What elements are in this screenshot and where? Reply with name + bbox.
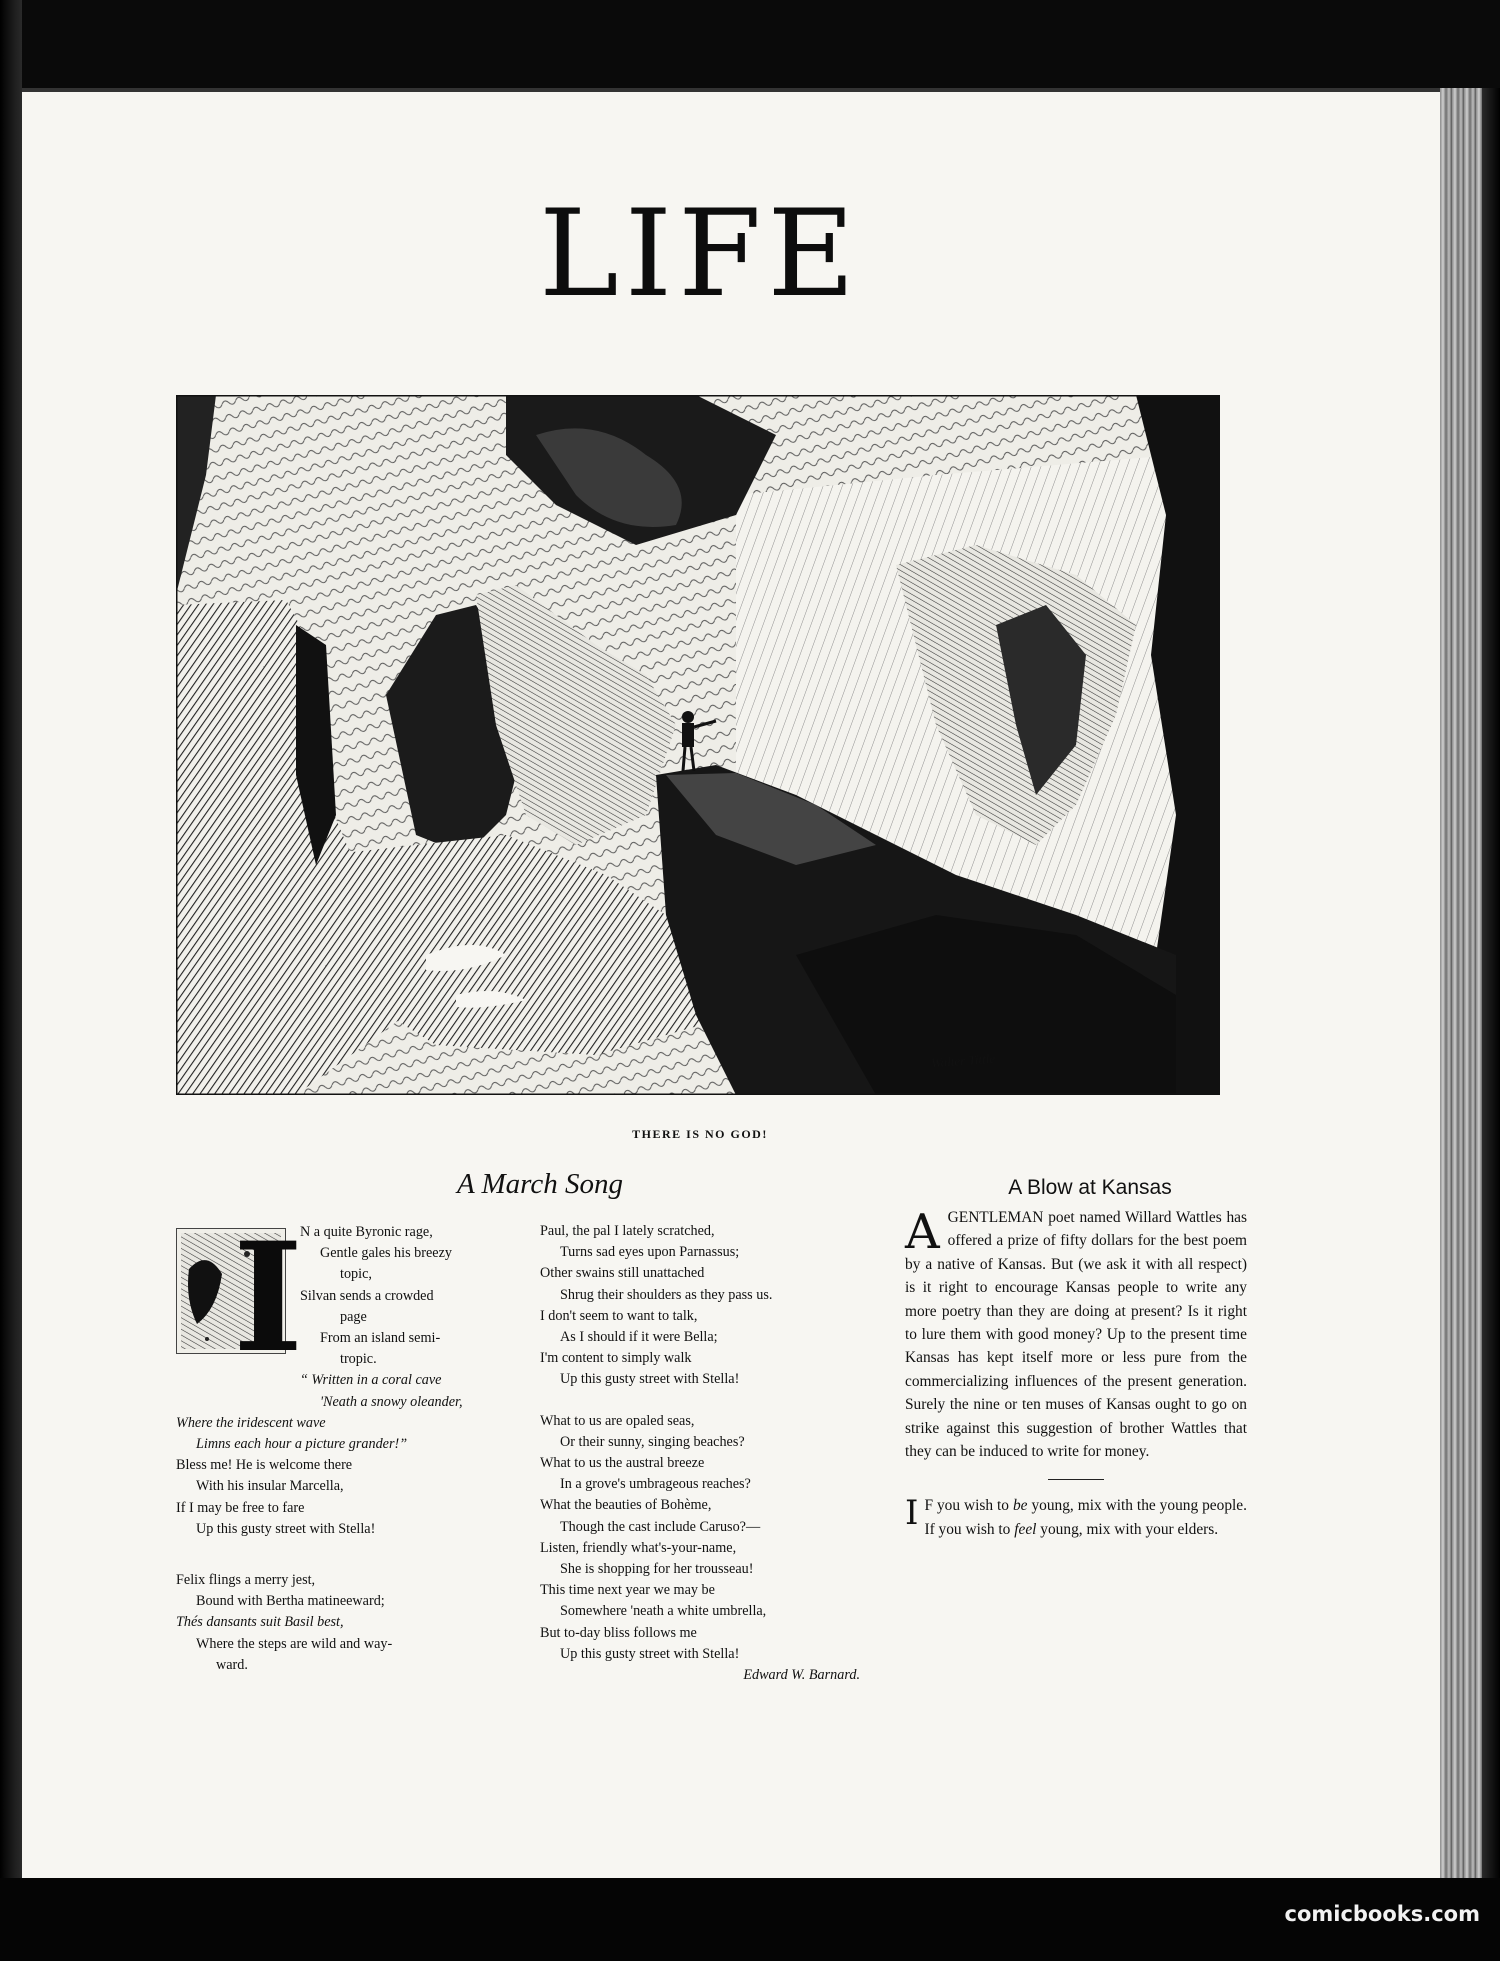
poem-line: Somewhere 'neath a white umbrella, bbox=[560, 1603, 767, 1620]
poem-line: Gentle gales his breezy bbox=[320, 1245, 452, 1262]
poem-line: But to-day bliss follows me bbox=[540, 1624, 697, 1641]
poem-line: Silvan sends a crowded bbox=[300, 1287, 434, 1304]
poem-title: A March Song bbox=[457, 1168, 623, 1200]
canyon-drawing bbox=[176, 395, 1220, 1095]
poem-line: If I may be free to fare bbox=[176, 1499, 305, 1516]
essay-initial-a: A bbox=[905, 1204, 940, 1260]
poem-author-signature: Edward W. Barnard. bbox=[743, 1667, 860, 1684]
poem-line: Turns sad eyes upon Parnassus; bbox=[560, 1244, 740, 1261]
essay-p2-text-c: young, mix with your elders. bbox=[1036, 1520, 1219, 1538]
poem-line: Bound with Bertha matineeward; bbox=[196, 1593, 385, 1610]
poem-line: Up this gusty street with Stella! bbox=[560, 1645, 740, 1662]
poem-line: Felix flings a merry jest, bbox=[176, 1572, 316, 1589]
essay-column bbox=[905, 1206, 1247, 1541]
section-divider bbox=[1048, 1479, 1104, 1480]
poem-line: Thés dansants suit Basil best, bbox=[176, 1614, 344, 1631]
poem-line: ward. bbox=[216, 1656, 248, 1673]
essay-p2-emphasis-be: be bbox=[1012, 1497, 1028, 1515]
scan-left-edge bbox=[0, 0, 22, 1961]
poem-line: 'Neath a snowy oleander, bbox=[320, 1393, 463, 1410]
cartoon-illustration bbox=[176, 395, 1220, 1095]
poem-line: What to us are opaled seas, bbox=[540, 1412, 695, 1429]
poem-line: page bbox=[340, 1308, 367, 1325]
poem-line: Or their sunny, singing beaches? bbox=[560, 1433, 745, 1450]
ornamental-drop-cap bbox=[176, 1210, 304, 1386]
poem-line: topic, bbox=[340, 1266, 372, 1283]
poem-line: Paul, the pal I lately scratched, bbox=[540, 1223, 715, 1239]
poem-line: As I should if it were Bella; bbox=[560, 1329, 718, 1346]
illustration-caption: THERE IS NO GOD! bbox=[632, 1127, 768, 1141]
poem-line: From an island semi- bbox=[320, 1330, 441, 1347]
poem-line: Where the steps are wild and way- bbox=[196, 1635, 393, 1652]
poem-column-2 bbox=[540, 1221, 866, 1686]
poem-line: I'm content to simply walk bbox=[540, 1350, 692, 1367]
essay-p2-emphasis-feel: feel bbox=[1014, 1520, 1037, 1538]
poem-lines-col2 bbox=[540, 1221, 866, 1686]
poem-line: What to us the austral breeze bbox=[540, 1455, 705, 1472]
essay-p2-text-b: young, mix with the young people. If you wish to bbox=[924, 1497, 1247, 1538]
poem-line: Where the iridescent wave bbox=[176, 1414, 326, 1431]
poem-line: This time next year we may be bbox=[540, 1582, 715, 1599]
poem-line: N a quite Byronic rage, bbox=[300, 1224, 433, 1240]
poem-line: Up this gusty street with Stella! bbox=[560, 1371, 740, 1388]
poem-line: Bless me! He is welcome there bbox=[176, 1457, 353, 1474]
essay-paragraph-1-text: GENTLEMAN poet named Willard Wattles has offered a prize of fifty dollars for the best poem by a native of Kansas. But (we ask it with all respect) is it right to encourage Kansas people to write any more poetry than they are doing at present? Is it right to lure them with good money? Up to the present time Kansas has kept itself more or less pure from the commercializing influences of the present generation. Surely the nine or ten muses of Kansas ought to go on strike against this suggestion of brother Wattles that they can be induced to write for money. bbox=[905, 1209, 1247, 1461]
artist-signature: Walter Tittle bbox=[930, 1050, 996, 1071]
poem-line: tropic. bbox=[340, 1351, 377, 1368]
poem-column-1 bbox=[176, 1210, 516, 1676]
essay-p2-text-a: F you wish to bbox=[924, 1497, 1013, 1515]
essay-paragraph-1 bbox=[905, 1206, 1247, 1463]
poem-line: Up this gusty street with Stella! bbox=[196, 1520, 376, 1537]
essay-title: A Blow at Kansas bbox=[1008, 1176, 1172, 1199]
poem-line: What the beauties of Bohème, bbox=[540, 1497, 712, 1514]
stanza-break bbox=[540, 1391, 866, 1411]
masthead-title: LIFE bbox=[539, 185, 861, 324]
poem-line: Limns each hour a picture grander!” bbox=[196, 1436, 408, 1453]
essay-paragraph-2 bbox=[905, 1494, 1247, 1541]
poem-line: She is shopping for her trousseau! bbox=[560, 1561, 754, 1578]
poem-line: With his insular Marcella, bbox=[196, 1478, 344, 1495]
poem-line: Listen, friendly what's-your-name, bbox=[540, 1539, 737, 1556]
site-watermark: comicbooks.com bbox=[1284, 1902, 1480, 1926]
poem-line: I don't seem to want to talk, bbox=[540, 1307, 698, 1324]
poem-line: Though the cast include Caruso?— bbox=[560, 1518, 761, 1535]
poem-line: In a grove's umbrageous reaches? bbox=[560, 1476, 751, 1493]
poem-line: Shrug their shoulders as they pass us. bbox=[560, 1286, 773, 1303]
drop-cap-letter: I bbox=[233, 1210, 304, 1386]
poem-line: “ Written in a coral cave bbox=[300, 1372, 442, 1389]
page-binding-edge bbox=[1440, 88, 1500, 1878]
poem-line: Other swains still unattached bbox=[540, 1265, 705, 1282]
essay-initial-i: I bbox=[905, 1493, 919, 1534]
stanza-break bbox=[176, 1540, 516, 1570]
